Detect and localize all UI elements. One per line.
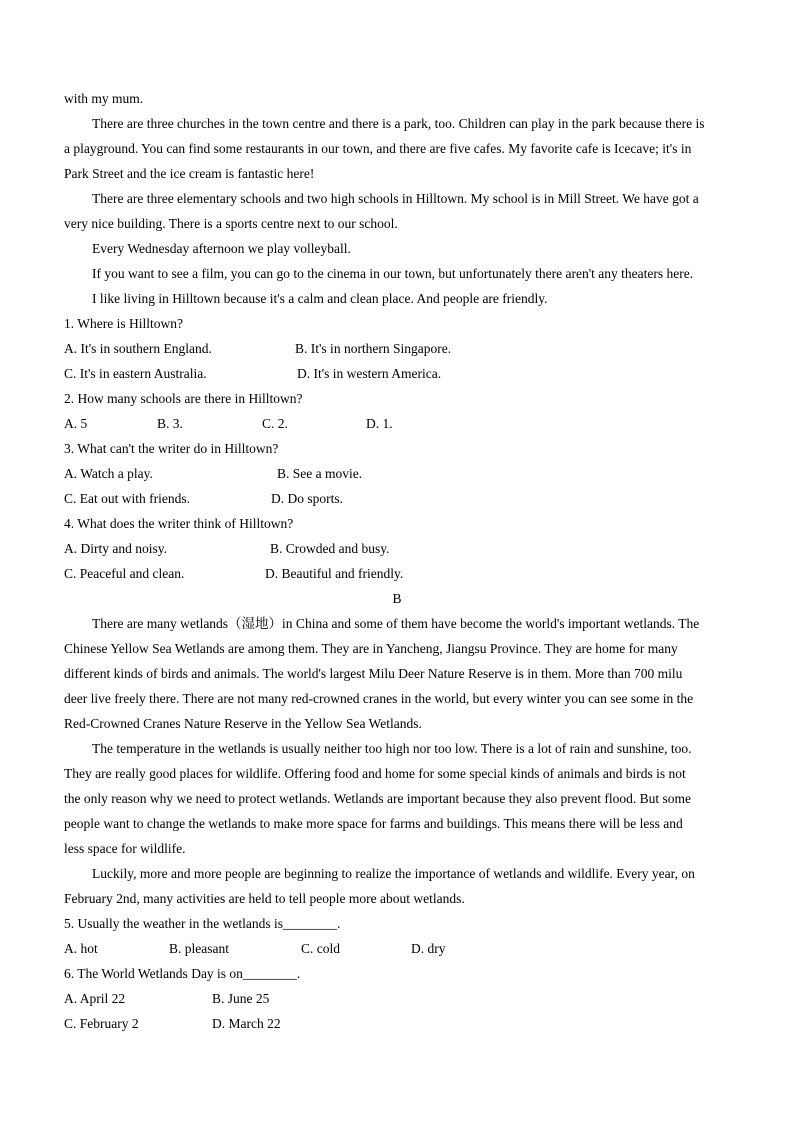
passage-b-paragraph-1-line-4: deer live freely there. There are not many red-crowned cranes in the world, but every winter you can see some in the	[64, 691, 694, 706]
question-4-option-b: B. Crowded and busy.	[270, 541, 390, 556]
question-2-option-c: C. 2.	[262, 416, 288, 431]
passage-a-continuation: with my mum.	[64, 91, 144, 106]
passage-b-paragraph-3-line-1: Luckily, more and more people are beginning to realize the importance of wetlands and wildlife. Every year, on	[92, 866, 695, 881]
passage-a-paragraph-3: Every Wednesday afternoon we play volleyball.	[92, 241, 351, 256]
passage-b-paragraph-1-line-5: Red-Crowned Cranes Nature Reserve in the Yellow Sea Wetlands.	[64, 716, 422, 731]
question-2-stem: 2. How many schools are there in Hilltown?	[64, 391, 303, 406]
passage-a-paragraph-4: If you want to see a film, you can go to the cinema in our town, but unfortunately there aren't any theaters here.	[92, 266, 694, 281]
question-1-option-c: C. It's in eastern Australia.	[64, 366, 207, 381]
question-4-option-a: A. Dirty and noisy.	[64, 541, 167, 556]
question-2-option-d: D. 1.	[366, 416, 393, 431]
question-1-stem: 1. Where is Hilltown?	[64, 316, 183, 331]
question-5-option-d: D. dry	[411, 941, 446, 956]
question-6-option-c: C. February 2	[64, 1016, 139, 1031]
passage-a-paragraph-1-line-2: a playground. You can find some restaurants in our town, and there are five cafes. My favorite cafe is Icecave; it's in	[64, 141, 692, 156]
question-3-option-c: C. Eat out with friends.	[64, 491, 190, 506]
question-5-option-b: B. pleasant	[169, 941, 229, 956]
question-6-stem: 6. The World Wetlands Day is on________.	[64, 966, 301, 981]
question-4-option-c: C. Peaceful and clean.	[64, 566, 185, 581]
passage-b-paragraph-1-line-1: There are many wetlands（湿地）in China and some of them have become the world's important wetlands. The	[92, 616, 700, 631]
question-6-option-a: A. April 22	[64, 991, 126, 1006]
question-2-option-b: B. 3.	[157, 416, 183, 431]
question-4-option-d: D. Beautiful and friendly.	[265, 566, 404, 581]
question-1-option-b: B. It's in northern Singapore.	[295, 341, 452, 356]
question-5-option-a: A. hot	[64, 941, 98, 956]
passage-b-paragraph-2-line-1: The temperature in the wetlands is usually neither too high nor too low. There is a lot of rain and sunshine, too.	[92, 741, 692, 756]
question-6-option-b: B. June 25	[212, 991, 270, 1006]
passage-b-paragraph-2-line-4: people want to change the wetlands to make more space for farms and buildings. This means there will be less and	[64, 816, 683, 831]
passage-b-paragraph-1-line-3: different kinds of birds and animals. The world's largest Milu Deer Nature Reserve is in them. More than 700 milu	[64, 666, 683, 681]
passage-b-paragraph-2-line-2: They are really good places for wildlife. Offering food and home for some special kinds of animals and birds is not	[64, 766, 686, 781]
passage-a-paragraph-5: I like living in Hilltown because it's a calm and clean place. And people are friendly.	[92, 291, 548, 306]
question-3-option-d: D. Do sports.	[271, 491, 344, 506]
question-3-option-b: B. See a movie.	[277, 466, 363, 481]
question-1-option-a: A. It's in southern England.	[64, 341, 212, 356]
passage-a-paragraph-2-line-2: very nice building. There is a sports centre next to our school.	[64, 216, 398, 231]
question-1-option-d: D. It's in western America.	[297, 366, 442, 381]
question-5-stem: 5. Usually the weather in the wetlands is________.	[64, 916, 341, 931]
section-b-heading: B	[392, 591, 402, 606]
question-2-option-a: A. 5	[64, 416, 88, 431]
passage-a-paragraph-1-line-3: Park Street and the ice cream is fantastic here!	[64, 166, 315, 181]
passage-b-paragraph-1-line-2: Chinese Yellow Sea Wetlands are among them. They are in Yancheng, Jiangsu Province. They are home for many	[64, 641, 678, 656]
question-5-option-c: C. cold	[301, 941, 340, 956]
passage-b-paragraph-3-line-2: February 2nd, many activities are held to tell people more about wetlands.	[64, 891, 465, 906]
passage-b-paragraph-2-line-5: less space for wildlife.	[64, 841, 186, 856]
question-6-option-d: D. March 22	[212, 1016, 281, 1031]
question-4-stem: 4. What does the writer think of Hilltown?	[64, 516, 294, 531]
passage-b-paragraph-2-line-3: the only reason why we need to protect wetlands. Wetlands are important because they also prevent flood. But some	[64, 791, 691, 806]
question-3-stem: 3. What can't the writer do in Hilltown?	[64, 441, 279, 456]
question-3-option-a: A. Watch a play.	[64, 466, 153, 481]
passage-a-paragraph-2-line-1: There are three elementary schools and two high schools in Hilltown. My school is in Mill Street. We have got a	[92, 191, 699, 206]
passage-a-paragraph-1-line-1: There are three churches in the town centre and there is a park, too. Children can play in the park because there is	[92, 116, 705, 131]
